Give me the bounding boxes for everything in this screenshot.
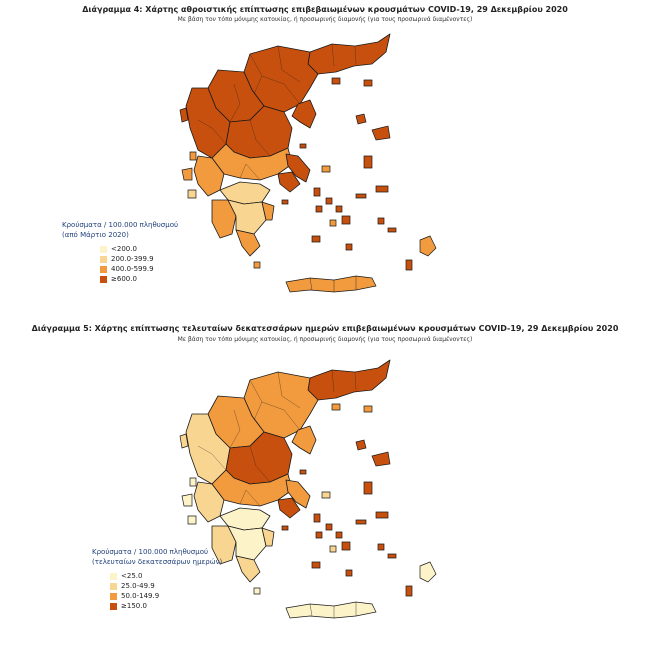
map-legend: [92, 547, 222, 611]
island-ikaria: [356, 194, 366, 198]
island-samos: [376, 512, 388, 518]
fourteen-day-incidence-map-panel: [0, 320, 650, 665]
island-naxos: [342, 542, 350, 550]
map-title: Διάγραμμα 4: Χάρτης αθροιστικής επίπτωσης επιβεβαιωμένων κρουσμάτων COVID-19, 29 Δεκεμβρίου 2020: [82, 5, 568, 14]
legend-item: [100, 274, 178, 284]
island-kefalonia: [182, 168, 192, 180]
legend-swatch: [110, 583, 117, 590]
island-kythira: [254, 262, 260, 268]
island-thassos: [332, 78, 340, 84]
island-lefkada: [190, 478, 196, 486]
map-subtitle: Με βάση τον τόπο μόνιμης κατοικίας, ή προσωρινής διαμονής (για τους προσωρινά διαμένοντες): [177, 336, 473, 343]
region-laconia: [236, 230, 260, 256]
island-mykonos: [336, 532, 342, 538]
map-title: Διάγραμμα 5: Χάρτης επίπτωσης τελευταίων δεκατεσσάρων ημερών επιβεβαιωμένων κρουσμάτων COVID-19, 29 Δεκεμβρίου 2020: [31, 324, 619, 333]
island-aegina: [282, 526, 288, 530]
island-kefalonia: [182, 494, 192, 506]
island-syros: [316, 206, 322, 212]
island-rhodes: [420, 562, 436, 582]
island-milos: [312, 236, 320, 242]
legend-item: [100, 264, 178, 274]
legend-swatch: [110, 573, 117, 580]
legend-subtitle: (από Μάρτιο 2020): [62, 231, 129, 239]
island-milos: [312, 562, 320, 568]
island-naxos: [342, 216, 350, 224]
legend-label: 400.0-599.9: [111, 265, 154, 273]
island-samos: [376, 186, 388, 192]
cumulative-incidence-map-panel: [0, 0, 650, 320]
island-samothraki: [364, 406, 372, 412]
map-subtitle: Με βάση τον τόπο μόνιμης κατοικίας, ή προσωρινής διαμονής (για τους προσωρινά διαμένοντες): [177, 16, 473, 23]
island-kos: [388, 228, 396, 232]
island-thassos: [332, 404, 340, 410]
island-santorini: [346, 570, 352, 576]
legend-swatch: [100, 266, 107, 273]
legend-swatch: [110, 593, 117, 600]
island-lesvos: [372, 126, 390, 140]
legend-label: ≥150.0: [121, 602, 147, 610]
legend-swatch: [110, 603, 117, 610]
island-tinos: [326, 524, 332, 530]
island-andros: [314, 188, 320, 196]
legend-item: [110, 581, 222, 591]
island-skiathos: [300, 470, 306, 474]
island-rhodes: [420, 236, 436, 256]
island-karpathos: [406, 586, 412, 596]
legend-title: Κρούσματα / 100.000 πληθυσμού: [62, 221, 179, 229]
legend-label: <200.0: [111, 245, 137, 253]
island-zakynthos: [188, 190, 196, 198]
island-chios: [364, 156, 372, 168]
island-lemnos: [356, 440, 366, 450]
legend-label: 200.0-399.9: [111, 255, 154, 263]
island-crete: [286, 276, 376, 292]
island-karpathos: [406, 260, 412, 270]
legend-item: [110, 571, 222, 581]
island-mykonos: [336, 206, 342, 212]
island-chios: [364, 482, 372, 494]
map-legend: [62, 220, 178, 284]
legend-item: [110, 601, 222, 611]
island-lefkada: [190, 152, 196, 160]
island-andros: [314, 514, 320, 522]
island-ikaria: [356, 520, 366, 524]
legend-label: 50.0-149.9: [121, 592, 160, 600]
island-zakynthos: [188, 516, 196, 524]
island-paros: [330, 546, 336, 552]
legend-subtitle: (τελευταίων δεκατεσσάρων ημερών): [92, 558, 223, 566]
island-kalymnos: [378, 218, 384, 224]
legend-item: [110, 591, 222, 601]
island-lemnos: [356, 114, 366, 124]
island-lesvos: [372, 452, 390, 466]
legend-item: [100, 254, 178, 264]
island-skyros: [322, 492, 330, 498]
region-thrace: [308, 34, 390, 74]
island-crete: [286, 602, 376, 618]
island-syros: [316, 532, 322, 538]
island-paros: [330, 220, 336, 226]
island-kythira: [254, 588, 260, 594]
region-laconia: [236, 556, 260, 582]
legend-label: ≥600.0: [111, 275, 137, 283]
island-kos: [388, 554, 396, 558]
legend-item: [100, 244, 178, 254]
legend-label: <25.0: [121, 572, 143, 580]
legend-title: Κρούσματα / 100.000 πληθυσμού: [92, 548, 209, 556]
island-skyros: [322, 166, 330, 172]
legend-label: 25.0-49.9: [121, 582, 155, 590]
island-samothraki: [364, 80, 372, 86]
legend-swatch: [100, 276, 107, 283]
island-tinos: [326, 198, 332, 204]
island-santorini: [346, 244, 352, 250]
greece-regional-map: [150, 24, 510, 314]
island-kalymnos: [378, 544, 384, 550]
legend-swatch: [100, 246, 107, 253]
legend-swatch: [100, 256, 107, 263]
island-aegina: [282, 200, 288, 204]
region-thrace: [308, 360, 390, 400]
island-skiathos: [300, 144, 306, 148]
